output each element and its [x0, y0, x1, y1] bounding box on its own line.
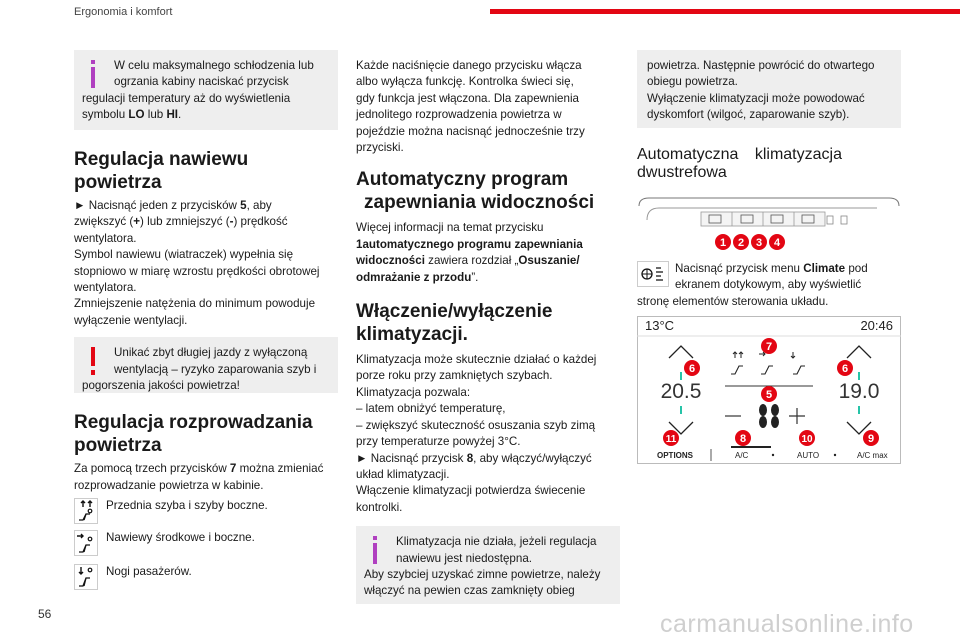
callout-marker: [715, 234, 731, 250]
paragraph: Więcej informacji na temat przycisku 1automatycznego programu zapewniania widoczności zawiera rozdział „Osuszanie/ odmrażanie z przodu”.: [356, 221, 583, 284]
column-2: [356, 50, 620, 604]
note-line: W celu maksymalnego schłodzenia lub: [114, 59, 314, 72]
center-vents-airflow-icon: [74, 530, 98, 556]
callout-marker: [837, 360, 853, 376]
distribution-option: [74, 498, 338, 524]
climate-touchscreen: [637, 316, 901, 464]
note-line: symbolu LO lub HI.: [82, 108, 182, 122]
climate-panel-diagram: [637, 194, 901, 250]
info-icon: [370, 536, 380, 564]
callout-marker: [733, 234, 749, 250]
warning-icon: [88, 347, 98, 375]
svg-text:5: 5: [765, 389, 773, 402]
callout-marker: [761, 338, 777, 354]
info-note: Klimatyzacja nie działa, jeżeli regulacja nawiewu jest niedostępna. Aby szybciej uzyskać zimne powietrze, należy włączyć na pewien czas zamknięty obieg: [356, 526, 620, 604]
svg-text:8: 8: [739, 433, 747, 446]
option-label: Nawiewy środkowe i boczne.: [106, 531, 255, 545]
svg-text:3: 3: [755, 237, 763, 249]
auto-button[interactable]: AUTO: [797, 451, 820, 461]
svg-text:4: 4: [773, 237, 781, 249]
warning-note: Unikać zbyt długiej jazdy z wyłączoną wentylacją – ryzyko zaparowania szyb i pogorszenia jakości powietrza!: [74, 337, 338, 393]
callout-marker: [663, 430, 679, 446]
clock: 20:46: [860, 318, 893, 334]
paragraph: stronę elementów sterowania układu.: [637, 294, 829, 308]
outside-temperature: 13°C: [645, 318, 675, 334]
left-temperature: 20.5: [660, 380, 702, 404]
option-label: Przednia szyba i szyby boczne.: [106, 499, 268, 513]
distribution-option: [74, 530, 338, 556]
climate-menu-icon: [637, 261, 669, 287]
page-header-text: Ergonomia i komfort: [74, 6, 173, 18]
callout-marker: [735, 430, 751, 446]
distribution-option: [74, 564, 338, 590]
svg-text:2: 2: [737, 237, 745, 249]
svg-text:6: 6: [688, 363, 696, 376]
right-temperature: 19.0: [838, 380, 880, 404]
note-line: regulacji temperatury aż do wyświetlenia: [82, 91, 291, 105]
callout-marker: [799, 430, 815, 446]
callout-marker: [751, 234, 767, 250]
callout-marker: [761, 386, 777, 402]
section-heading: Regulacja rozprowadzania powietrza: [74, 412, 313, 457]
column-3: [637, 50, 901, 469]
info-note-continued: powietrza. Następnie powrócić do otwartego obiegu powietrza. Wyłączenie klimatyzacji może powodować dyskomfort (wilgoć, zaparowanie szyb).: [637, 50, 901, 128]
callout-marker: [684, 360, 700, 376]
svg-text:10: 10: [801, 434, 813, 446]
page-header-bar: [490, 9, 960, 14]
svg-text:9: 9: [867, 433, 875, 446]
section-heading: Włączenie/wyłączenie klimatyzacji.: [356, 301, 553, 346]
section-heading: Automatyczny program zapewniania widoczności: [356, 169, 595, 214]
paragraph: Każde naciśnięcie danego przycisku włącza albo wyłącza funkcję. Kontrolka świeci się, gdy funkcja jest włączona. Dla zapewnienia jednolitego rozprowadzenia powietrza w pojeździe można nacisnąć jednocześnie trzy przyciski.: [356, 59, 585, 155]
svg-text:1: 1: [719, 237, 727, 249]
windscreen-airflow-icon: [74, 498, 98, 524]
paragraph: ► Nacisnąć jeden z przycisków 5, aby zwiększyć (+) lub zmniejszyć (-) prędkość wentylatora. Symbol nawiewu (wiatraczek) wypełnia się stopniowo w miarę wzrostu prędkości obrotowej wentylatora. Zmniejszenie natężenia do minimum powoduje wyłączenie wentylacji.: [74, 199, 320, 327]
svg-text:11: 11: [665, 434, 677, 446]
watermark: carmanualsonline.info: [660, 610, 914, 638]
svg-text:6: 6: [841, 363, 849, 376]
options-button[interactable]: OPTIONS: [657, 451, 694, 461]
ac-max-button[interactable]: A/C max: [857, 451, 888, 461]
page-number: 56: [38, 607, 52, 621]
footwell-airflow-icon: [74, 564, 98, 590]
info-note: [74, 50, 338, 130]
paragraph: Za pomocą trzech przycisków 7 można zmieniać rozprowadzanie powietrza w kabinie.: [74, 462, 324, 492]
section-heading: Regulacja nawiewu powietrza: [74, 149, 249, 193]
option-label: Nogi pasażerów.: [106, 565, 192, 579]
menu-instruction: Nacisnąć przycisk menu Climate pod ekranem dotykowym, aby wyświetlić: [637, 261, 901, 294]
info-icon: [88, 60, 98, 88]
note-line: ogrzania kabiny naciskać przycisk: [114, 75, 289, 89]
paragraph: Klimatyzacja może skutecznie działać o każdej porze roku przy zamkniętych szybach. Klimatyzacja pozwala: – latem obniżyć temperaturę, – zwiększyć skuteczność osuszania szyb zimą przy temperaturze powyżej 3°C. ► Nacisnąć przycisk 8, aby włączyć/wyłączyć układ klimatyzacji. Włączenie klimatyzacji potwierdza świecenie kontrolki.: [356, 353, 597, 514]
ac-button[interactable]: A/C: [735, 451, 749, 461]
column-1: [74, 50, 338, 590]
section-title: Automatyczna klimatyzacja dwustrefowa: [637, 146, 842, 181]
callout-marker: [863, 430, 879, 446]
svg-text:7: 7: [765, 341, 773, 354]
callout-marker: [769, 234, 785, 250]
